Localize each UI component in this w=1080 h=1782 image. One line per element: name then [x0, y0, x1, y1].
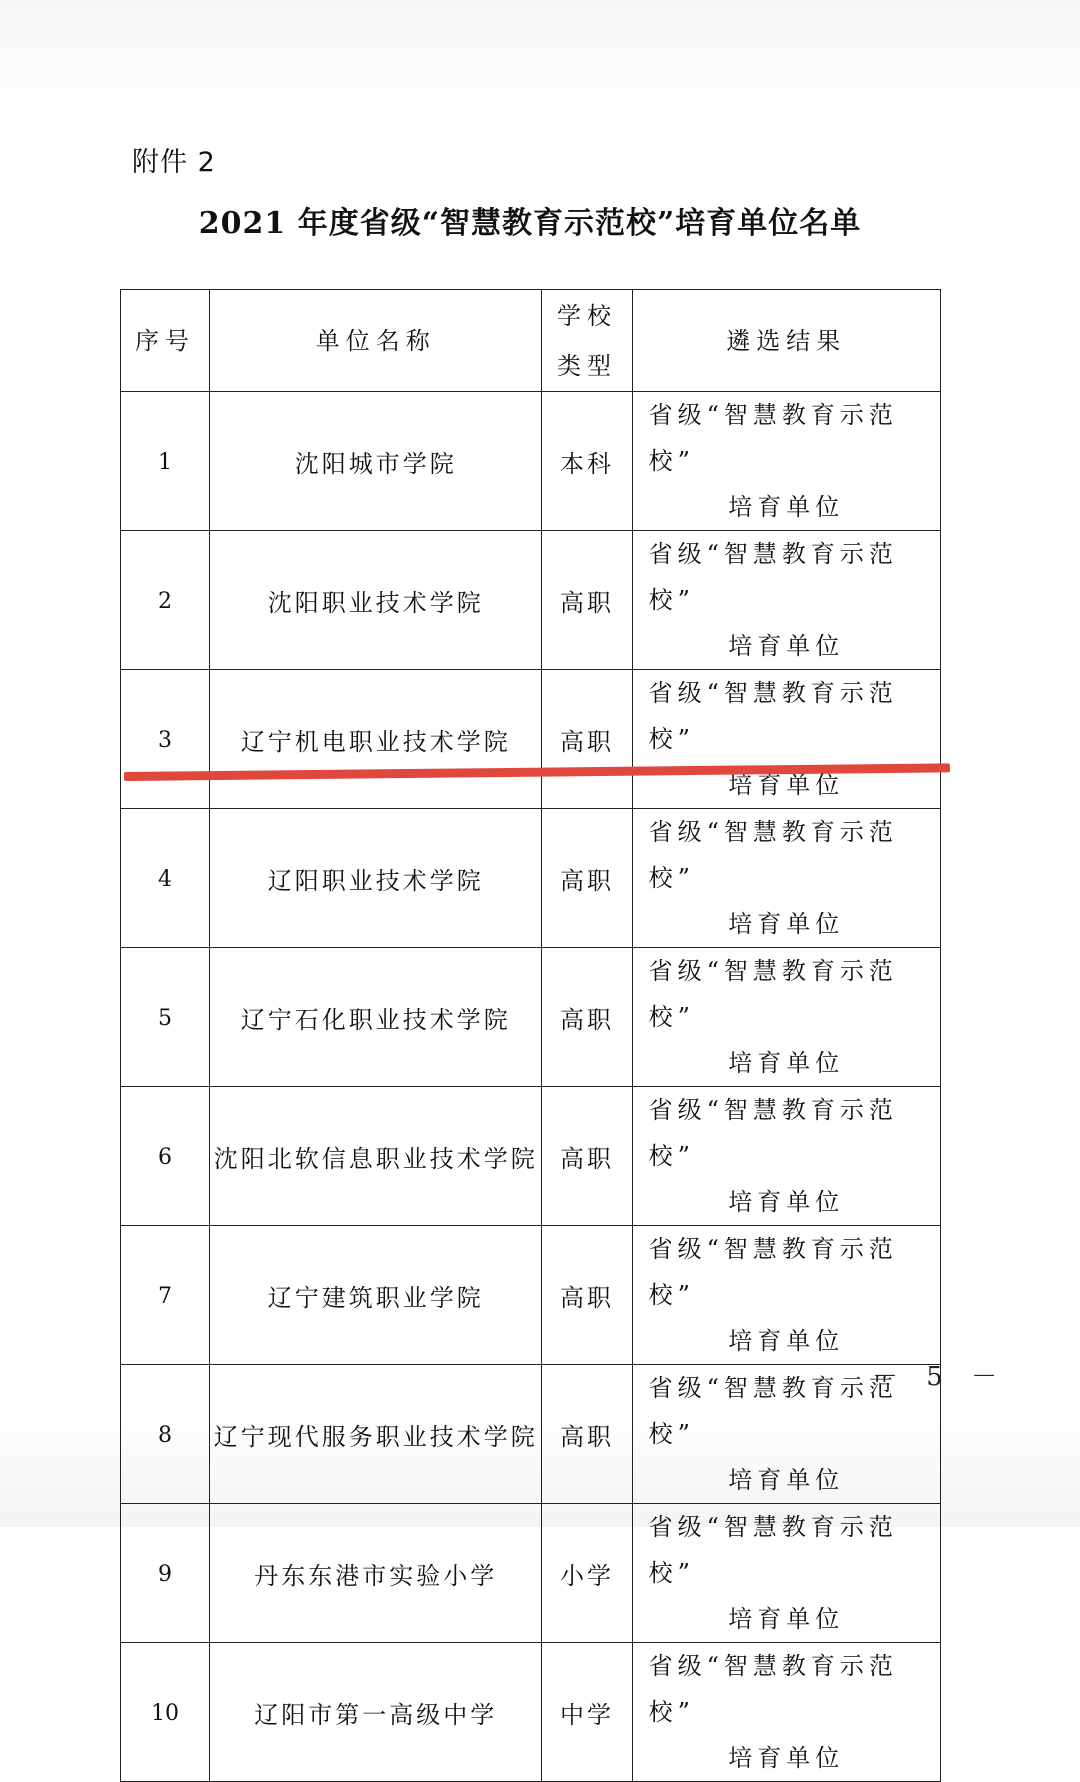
row-school-type: 高职	[542, 670, 632, 809]
table-row	[121, 531, 941, 670]
row-number: 7	[121, 1226, 210, 1365]
row-school-type: 高职	[542, 948, 632, 1087]
result-line2: 培育单位	[728, 910, 845, 938]
row-result	[632, 1087, 940, 1226]
result-line1: 省级“智慧教育示范校”	[648, 1513, 898, 1587]
result-line1: 省级“智慧教育示范校”	[648, 1096, 898, 1170]
row-school-type: 高职	[542, 1087, 632, 1226]
row-school-type: 高职	[542, 1365, 632, 1504]
row-result	[632, 809, 940, 948]
header-number: 序号	[121, 290, 210, 392]
table-row	[121, 948, 941, 1087]
table-header-row	[121, 290, 941, 392]
header-name: 单位名称	[210, 290, 542, 392]
result-line1: 省级“智慧教育示范校”	[648, 401, 898, 475]
row-school-type: 中学	[542, 1643, 632, 1782]
row-number: 1	[121, 392, 210, 531]
table-row	[121, 670, 941, 809]
row-number: 10	[121, 1643, 210, 1782]
attachment-label: 附件 2	[132, 147, 216, 178]
result-line1: 省级“智慧教育示范校”	[648, 1652, 898, 1726]
result-line2: 培育单位	[728, 1188, 845, 1216]
result-line2: 培育单位	[728, 1466, 845, 1494]
header-result: 遴选结果	[632, 290, 940, 392]
result-line1: 省级“智慧教育示范校”	[648, 1374, 898, 1448]
result-line2: 培育单位	[728, 1744, 845, 1772]
row-result	[632, 1226, 940, 1365]
row-school-name: 沈阳北软信息职业技术学院	[210, 1087, 542, 1226]
row-school-type: 高职	[542, 1226, 632, 1365]
result-line2: 培育单位	[728, 1327, 845, 1355]
row-number: 5	[121, 948, 210, 1087]
table-row	[121, 1504, 941, 1643]
row-school-name: 辽宁机电职业技术学院	[210, 670, 542, 809]
table-row	[121, 1643, 941, 1782]
header-type	[542, 290, 632, 392]
result-line1: 省级“智慧教育示范校”	[648, 679, 898, 753]
school-list-table	[120, 289, 941, 1782]
row-school-type: 本科	[542, 392, 632, 531]
header-type-line1: 学校	[557, 301, 618, 330]
row-number: 9	[121, 1504, 210, 1643]
result-line1: 省级“智慧教育示范校”	[648, 1235, 898, 1309]
result-line1: 省级“智慧教育示范校”	[648, 540, 898, 614]
header-type-line2: 类型	[557, 351, 618, 380]
row-result	[632, 531, 940, 670]
result-line2: 培育单位	[728, 1605, 845, 1633]
row-number: 6	[121, 1087, 210, 1226]
row-school-name: 辽宁石化职业技术学院	[210, 948, 542, 1087]
row-school-name: 辽阳职业技术学院	[210, 809, 542, 948]
row-school-name: 沈阳职业技术学院	[210, 531, 542, 670]
table-row	[121, 1226, 941, 1365]
row-school-type: 小学	[542, 1504, 632, 1643]
row-school-name: 辽宁现代服务职业技术学院	[210, 1365, 542, 1504]
row-school-type: 高职	[542, 809, 632, 948]
row-number: 2	[121, 531, 210, 670]
table-row	[121, 1087, 941, 1226]
row-result	[632, 1504, 940, 1643]
row-school-name: 辽宁建筑职业学院	[210, 1226, 542, 1365]
table-row	[121, 392, 941, 531]
row-school-type: 高职	[542, 531, 632, 670]
result-line1: 省级“智慧教育示范校”	[648, 957, 898, 1031]
row-result	[632, 670, 940, 809]
table-row	[121, 809, 941, 948]
result-line2: 培育单位	[728, 1049, 845, 1077]
row-number: 3	[121, 670, 210, 809]
result-line2: 培育单位	[728, 493, 845, 521]
row-result	[632, 1643, 940, 1782]
row-result	[632, 948, 940, 1087]
result-line2: 培育单位	[728, 632, 845, 660]
result-line2: 培育单位	[728, 771, 845, 799]
row-number: 4	[121, 809, 210, 948]
row-school-name: 丹东东港市实验小学	[210, 1504, 542, 1643]
row-number: 8	[121, 1365, 210, 1504]
row-result	[632, 392, 940, 531]
row-school-name: 沈阳城市学院	[210, 392, 542, 531]
document-title: 2021 年度省级“智慧教育示范校”培育单位名单	[198, 206, 862, 241]
table-row	[121, 1365, 941, 1504]
page-number: － 5 －	[872, 1362, 1008, 1392]
result-line1: 省级“智慧教育示范校”	[648, 818, 898, 892]
row-school-name: 辽阳市第一高级中学	[210, 1643, 542, 1782]
